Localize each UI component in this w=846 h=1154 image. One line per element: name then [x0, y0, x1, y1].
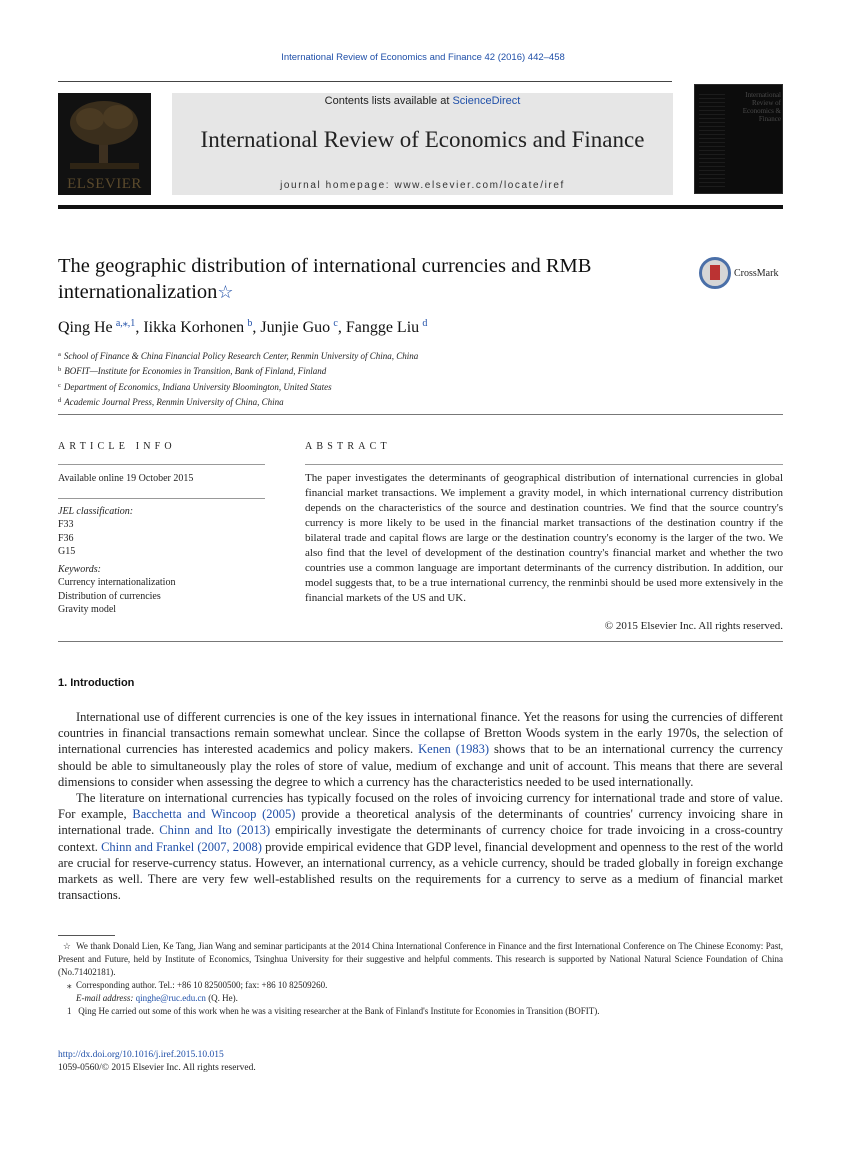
abstract-rule — [305, 464, 783, 465]
citation-link[interactable]: Kenen (1983) — [418, 742, 490, 757]
crossmark-icon — [699, 257, 731, 289]
footnote-corresponding — [58, 979, 783, 992]
citation-link[interactable]: Chinn and Frankel (2007, 2008) — [101, 839, 262, 854]
affiliation-text: Department of Economics, Indiana University Bloomington, United States — [63, 381, 332, 392]
header-thick-rule — [58, 205, 783, 209]
footnote-marker: 1 — [67, 1006, 72, 1016]
affiliation-marker: c — [58, 381, 61, 389]
affiliation-text: BOFIT—Institute for Economies in Transition, Bank of Finland, Finland — [64, 366, 327, 377]
author-affiliation-link[interactable]: c — [333, 318, 338, 329]
affiliation-marker: b — [58, 366, 62, 374]
author-name: Fangge Liu — [345, 319, 420, 336]
footnote-text: Corresponding author. Tel.: +86 10 82500500; fax: +86 10 82509260. — [76, 980, 328, 990]
doi-link[interactable]: http://dx.doi.org/10.1016/j.iref.2015.10.015 — [58, 1050, 224, 1060]
affiliation-text: Academic Journal Press, Renmin University of China, China — [64, 396, 284, 407]
affiliation-item — [58, 379, 783, 394]
footnote-marker: ☆ — [62, 941, 72, 951]
author-affiliation-link[interactable]: a,⁎,1 — [115, 318, 136, 329]
affiliations — [58, 348, 783, 409]
header-divider — [58, 81, 672, 82]
affiliation-item — [58, 363, 783, 378]
jel-classification — [58, 505, 133, 558]
jel-code: G15 — [58, 545, 76, 557]
author-separator: , — [337, 319, 346, 336]
affiliation-item — [58, 348, 783, 363]
footnote-marker: ⁎ — [67, 980, 72, 990]
keyword: Gravity model — [58, 603, 117, 615]
footnote-funding — [58, 940, 783, 979]
paragraph — [58, 709, 783, 790]
contents-prefix: Contents lists available at — [324, 95, 453, 107]
affiliation-marker: d — [58, 396, 62, 404]
paragraph-text: shows that to be an international currency the currency should be able to simultaneously play the roles of store of value, medium of exchange and unit of account. This means that there are several dimensions to consider when assessing the degree to which a currency has the characteristics needed to be used internationally. — [58, 742, 783, 789]
article-title — [58, 253, 678, 305]
footnote-rule — [58, 935, 115, 936]
author-separator: , — [135, 319, 144, 336]
contents-line — [172, 95, 673, 107]
crossmark-label: CrossMark — [734, 268, 779, 279]
issn-copyright: 1059-0560/© 2015 Elsevier Inc. All rights reserved. — [58, 1063, 256, 1073]
sciencedirect-link[interactable]: ScienceDirect — [452, 95, 521, 107]
jel-code: F33 — [58, 519, 74, 531]
author-name: Iikka Korhonen — [143, 319, 245, 336]
section-divider — [58, 414, 783, 415]
section-heading-introduction: 1. Introduction — [58, 677, 135, 689]
title-footnote-marker[interactable]: ☆ — [217, 282, 234, 302]
footnote-visiting — [58, 1005, 783, 1018]
available-online-date: Available online 19 October 2015 — [58, 473, 194, 484]
citation-link[interactable]: Chinn and Ito (2013) — [159, 823, 271, 838]
footnote-text: Qing He carried out some of this work when he was a visiting researcher at the Bank of Finland's Institute for Economies in Transition (BOFIT). — [78, 1006, 600, 1016]
cover-decoration — [699, 91, 725, 187]
paragraph-text: empirically investigate the determinants of currency choice for trade invoicing in a cross-country context. — [58, 823, 783, 854]
author-name: Junjie Guo — [260, 319, 331, 336]
email-label: E-mail address: — [76, 993, 134, 1003]
cover-title: International Review of Economics & Finance — [742, 91, 781, 123]
affiliation-item — [58, 394, 783, 409]
abstract-bottom-rule — [58, 641, 783, 642]
article-info-heading: ARTICLE INFO — [58, 441, 176, 452]
keywords — [58, 563, 175, 616]
author-affiliation-link[interactable]: d — [422, 318, 428, 329]
abstract-text: The paper investigates the determinants of geographical distribution of international currencies in global financial market transactions. We implement a gravity model, in which international currency distribution depends on the characteristics of the source and destination countries. We find that the source country's currency is more likely to be used in the financial market transactions of the destination country if the bilateral trade and capital flows are large or the destination country's economy is the larger of the two. We also find that the level of development of the destination country's financial market and whether the two countries use a common language are important determinants of the currency distribution. In addition, our model suggests that, to be a true international currency, the renminbi should be used more extensively in the financial markets of the US and UK. — [305, 472, 783, 604]
paragraph-text: International use of different currencies is one of the key issues in international finance. Yet the reasons for using the currencies of different countries in financial transactions remain somewhat unclear. Since the collapse of Bretton Woods system in the early 1970s, the selection of international currencies has interested academics and policy makers. — [58, 710, 783, 757]
paragraph — [58, 790, 783, 903]
abstract-copyright: © 2015 Elsevier Inc. All rights reserved. — [604, 620, 783, 632]
footnote-text: We thank Donald Lien, Ke Tang, Jian Wang and seminar participants at the 2014 China International Conference in Finance and the first International Conference on The Chinese Economy: Past, Present and Future, held by Institute of Economics, Tsinghua University for their suggestive and helpful comments. This research is supported by National Natural Science Foundation of China (No.71402181). — [58, 941, 783, 977]
elsevier-logo[interactable] — [58, 93, 151, 195]
jel-label: JEL classification: — [58, 506, 134, 517]
author-list — [58, 318, 783, 337]
footnotes — [58, 940, 783, 1018]
keywords-label: Keywords: — [58, 564, 101, 575]
article-info-rule-2 — [58, 498, 265, 499]
affiliation-text: School of Finance & China Financial Policy Research Center, Renmin University of China, China — [63, 351, 419, 361]
citation-link[interactable]: Bacchetta and Wincoop (2005) — [132, 807, 296, 822]
paragraph-text: provide empirical evidence that GDP level, financial development and openness to the rest of the world are crucial for reserve-currency status. However, an international currency, as a vehicle currency, should be traded globally in foreign exchange markets as well. There are very few well-established results on the requirements for a currency to serve as a medium of financial market transactions. — [58, 839, 783, 903]
author-separator: , — [252, 319, 261, 336]
elsevier-wordmark: ELSEVIER — [67, 176, 142, 192]
paragraph-text: provide a theoretical analysis of the determinants of countries' currency invoicing share in international trade. — [58, 807, 783, 838]
article-title-text: The geographic distribution of international currencies and RMB internationalization — [58, 255, 592, 303]
journal-banner — [172, 93, 673, 195]
journal-reference[interactable]: International Review of Economics and Finance 42 (2016) 442–458 — [281, 52, 565, 63]
tree-icon — [66, 99, 143, 171]
crossmark-badge[interactable] — [699, 257, 789, 289]
abstract-heading: ABSTRACT — [305, 441, 391, 452]
journal-title: International Review of Economics and Finance — [200, 127, 645, 152]
paragraph-text: The literature on international currencies has typically focused on the roles of invoicing currency for international trade and store of value. For example, — [58, 791, 783, 822]
journal-homepage[interactable]: journal homepage: www.elsevier.com/locate/iref — [280, 180, 565, 191]
article-info-rule — [58, 464, 265, 465]
author-affiliation-link[interactable]: b — [247, 318, 253, 329]
keyword: Distribution of currencies — [58, 590, 161, 602]
jel-code: F36 — [58, 532, 74, 544]
journal-cover-thumbnail[interactable] — [694, 84, 783, 194]
keyword: Currency internationalization — [58, 577, 176, 589]
email-link[interactable]: qinghe@ruc.edu.cn — [135, 993, 206, 1003]
footnote-email — [58, 992, 783, 1005]
introduction-body — [58, 709, 783, 903]
author-name: Qing He — [58, 319, 113, 336]
affiliation-marker: a — [58, 351, 61, 358]
email-suffix: (Q. He). — [208, 993, 238, 1003]
